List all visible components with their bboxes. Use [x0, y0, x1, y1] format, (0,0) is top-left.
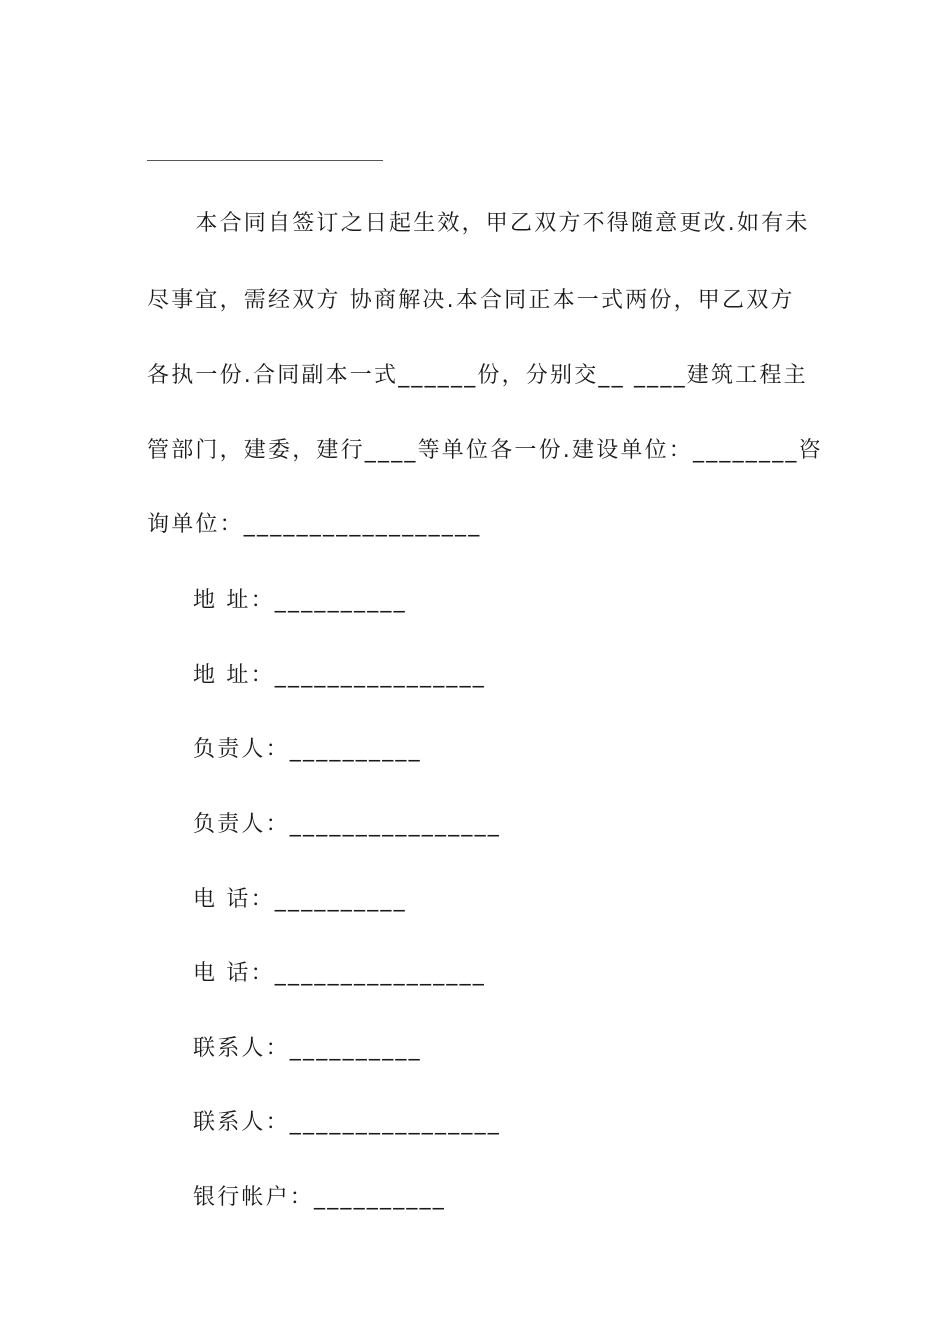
phone-field-2: 电 话：________________ — [193, 961, 486, 986]
phone-field-1: 电 话：__________ — [193, 887, 407, 912]
contract-paragraph-line-3: 各执一份.合同副本一式______份，分别交__ ____建筑工程主 — [147, 363, 808, 388]
contract-paragraph-line-4: 管部门，建委，建行____等单位各一份.建设单位：________咨 — [147, 438, 823, 463]
bank-account-field: 银行帐户：__________ — [193, 1185, 447, 1210]
responsible-person-field-1: 负责人：__________ — [193, 737, 422, 762]
contact-person-field-2: 联系人：________________ — [193, 1110, 502, 1135]
contract-paragraph-line-2: 尽事宜，需经双方 协商解决.本合同正本一式两份，甲乙双方 — [147, 288, 795, 313]
address-field-2: 地 址：________________ — [193, 663, 486, 688]
top-divider-line — [147, 160, 383, 161]
contract-paragraph-line-1: 本合同自签订之日起生效，甲乙双方不得随意更改.如有未 — [147, 211, 810, 236]
contact-person-field-1: 联系人：__________ — [193, 1036, 422, 1061]
responsible-person-field-2: 负责人：________________ — [193, 812, 502, 837]
address-field-1: 地 址：__________ — [193, 588, 407, 613]
contract-paragraph-line-5: 询单位：__________________ — [147, 512, 482, 537]
